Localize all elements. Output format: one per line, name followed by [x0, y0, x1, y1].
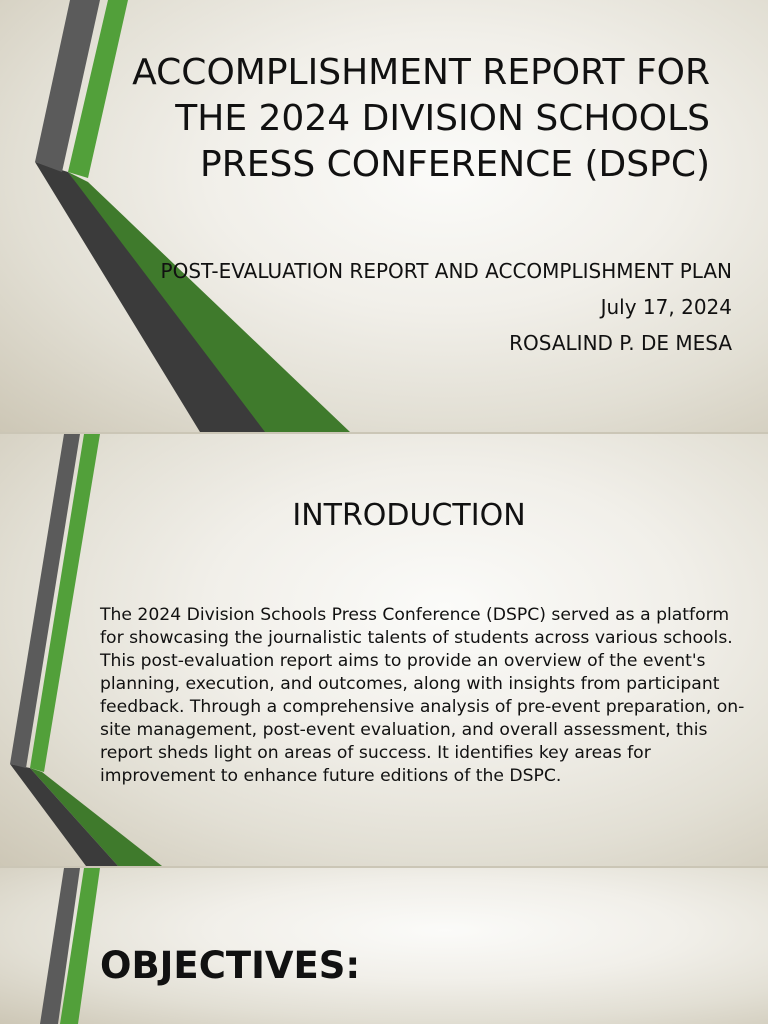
- slide-author: ROSALIND P. DE MESA: [509, 331, 732, 355]
- slide-objectives: [0, 868, 768, 1024]
- slide-heading: OBJECTIVES:: [100, 944, 361, 987]
- slide-title-heading: ACCOMPLISHMENT REPORT FOR THE 2024 DIVISION SCHOOLS PRESS CONFERENCE (DSPC): [132, 52, 710, 185]
- slide-heading: INTRODUCTION: [292, 498, 526, 533]
- slide-date: July 17, 2024: [600, 295, 732, 319]
- slide-introduction: [0, 434, 768, 866]
- slide-title: [0, 0, 768, 432]
- slide-subtitle: POST-EVALUATION REPORT AND ACCOMPLISHMENT PLAN: [160, 259, 732, 283]
- slide-body-text: The 2024 Division Schools Press Conference (DSPC) served as a platform for showcasing the journalistic talents of students across various schools. This post-evaluation report aims to provide an overview of the event's planning, execution, and outcomes, along with insights from participant feedback. Through a comprehensive analysis of pre-event preparation, on-site management, post-event evaluation, and overall assessment, this report sheds light on areas of success. It identifies key areas for improvement to enhance future editions of the DSPC.: [100, 605, 745, 786]
